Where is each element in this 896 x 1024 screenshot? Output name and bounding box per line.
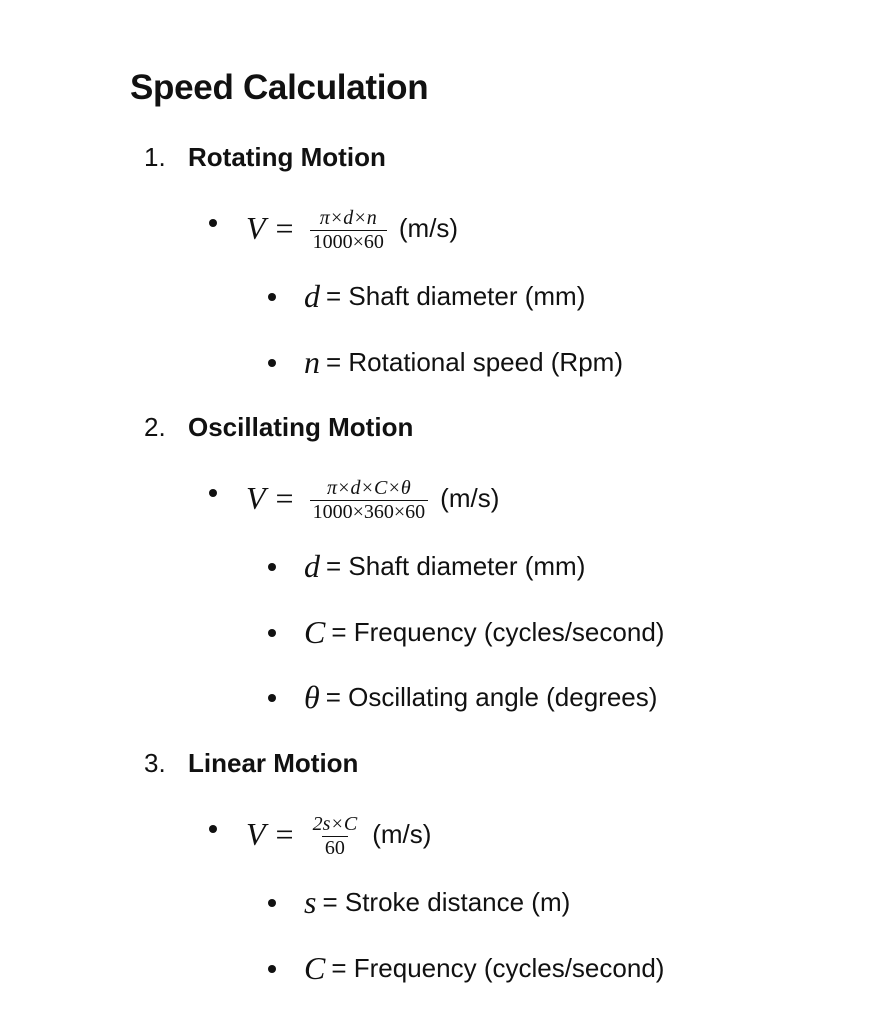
- variable-description: = Frequency (cycles/second): [331, 953, 665, 983]
- formula-unit: (m/s): [372, 819, 432, 849]
- section-number: 2.: [144, 412, 166, 442]
- variable-symbol: d: [304, 548, 320, 584]
- section-number: 1.: [144, 142, 166, 172]
- fraction-numerator: π×d×n: [319, 207, 377, 229]
- variable-symbol: d: [304, 278, 320, 314]
- fraction: [310, 477, 429, 523]
- fraction: [310, 207, 387, 253]
- formula-unit: (m/s): [440, 483, 500, 513]
- variable-description: = Stroke distance (m): [322, 887, 571, 917]
- variable-symbol: C: [304, 950, 326, 986]
- variable-symbol: n: [304, 344, 320, 380]
- section-heading: Oscillating Motion: [188, 412, 414, 442]
- formula: [246, 475, 499, 521]
- bullet: [209, 825, 217, 833]
- variable-definition: [304, 279, 585, 313]
- formula-equals: =: [275, 816, 294, 852]
- fraction-denominator: 1000×60: [310, 230, 387, 253]
- bullet: [209, 489, 217, 497]
- formula: [246, 205, 458, 251]
- variable-description: = Rotational speed (Rpm): [326, 347, 623, 377]
- variable-definition: [304, 615, 664, 649]
- fraction-numerator: π×d×C×θ: [327, 477, 411, 499]
- formula-equals: =: [275, 210, 294, 246]
- page-title: Speed Calculation: [130, 68, 429, 107]
- variable-definition: [304, 951, 664, 985]
- bullet: [268, 629, 276, 637]
- variable-symbol: C: [304, 614, 326, 650]
- variable-definition: [304, 549, 585, 583]
- section-number: 3.: [144, 748, 166, 778]
- formula-equals: =: [275, 480, 294, 516]
- fraction-denominator: 1000×360×60: [310, 500, 429, 523]
- variable-definition: [304, 345, 623, 379]
- bullet: [268, 293, 276, 301]
- variable-description: = Shaft diameter (mm): [326, 551, 586, 581]
- bullet: [268, 899, 276, 907]
- fraction: [310, 813, 361, 859]
- bullet: [268, 694, 276, 702]
- variable-symbol: s: [304, 884, 317, 920]
- bullet: [209, 219, 217, 227]
- formula-lhs: V: [246, 816, 266, 852]
- section-heading: Rotating Motion: [188, 142, 386, 172]
- formula-lhs: V: [246, 480, 266, 516]
- bullet: [268, 563, 276, 571]
- variable-description: = Frequency (cycles/second): [331, 617, 665, 647]
- variable-description: = Shaft diameter (mm): [326, 281, 586, 311]
- fraction-numerator: 2s×C: [312, 813, 358, 835]
- bullet: [268, 359, 276, 367]
- variable-definition: [304, 680, 657, 714]
- bullet: [268, 965, 276, 973]
- variable-description: = Oscillating angle (degrees): [325, 682, 658, 712]
- variable-symbol: θ: [304, 679, 320, 715]
- section-heading: Linear Motion: [188, 748, 359, 778]
- fraction-denominator: 60: [322, 836, 348, 859]
- formula-lhs: V: [246, 210, 266, 246]
- formula-unit: (m/s): [398, 213, 459, 243]
- formula: [246, 811, 431, 857]
- variable-definition: [304, 885, 570, 919]
